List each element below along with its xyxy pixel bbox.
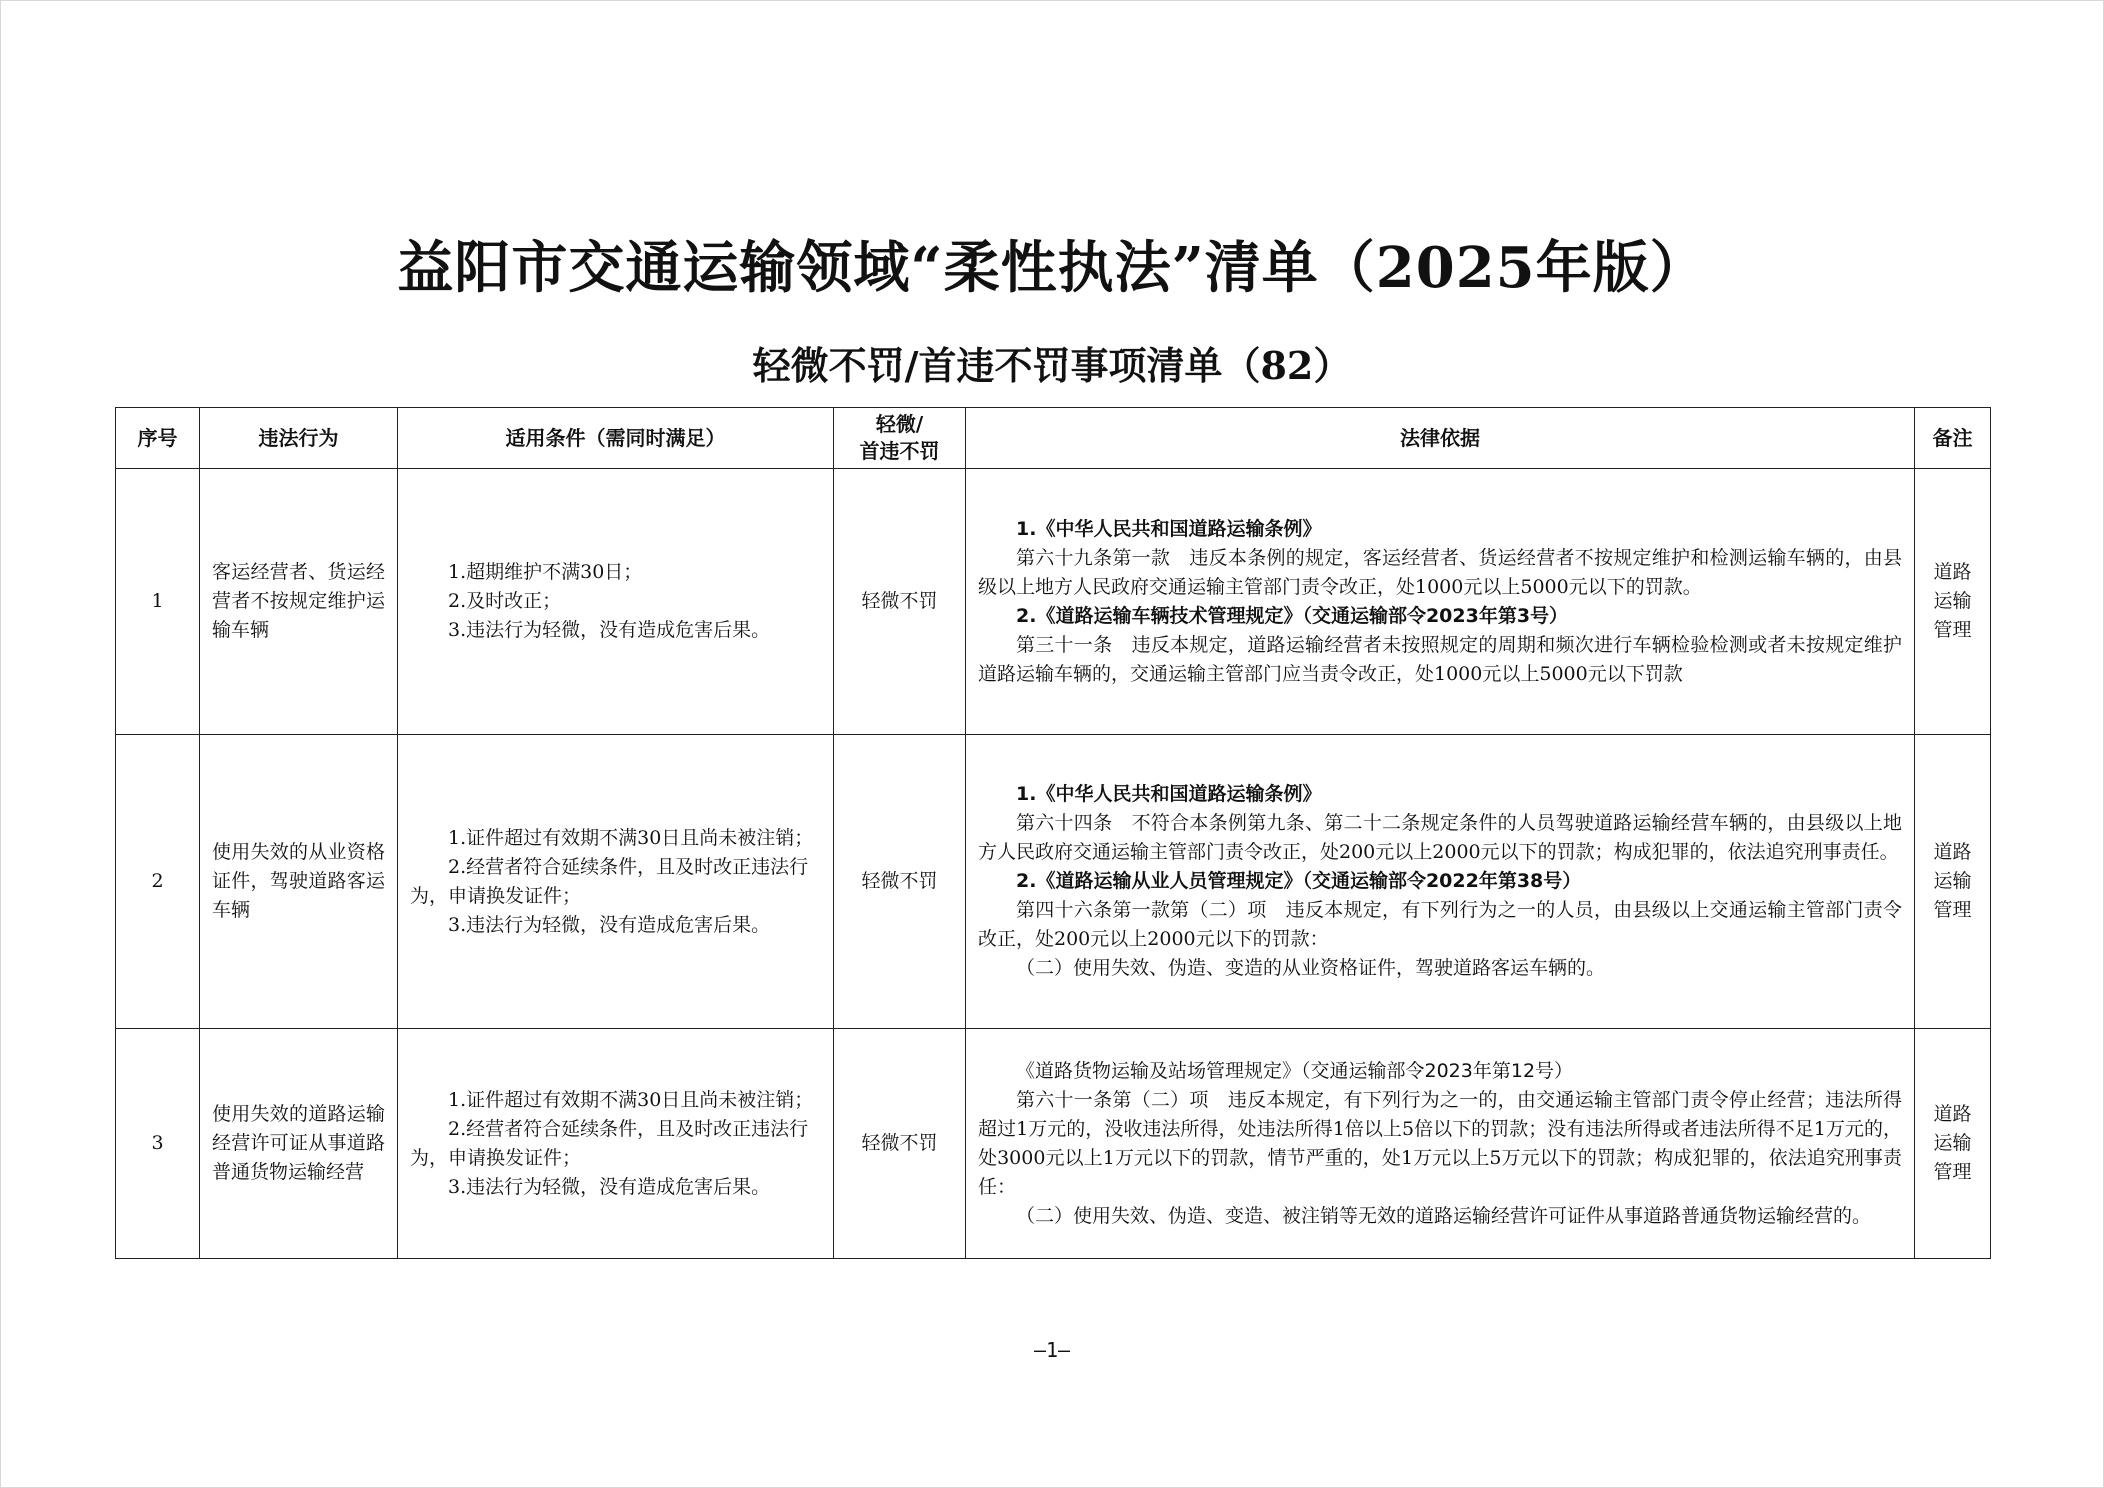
row-legal-basis bbox=[966, 469, 1915, 735]
law-body: 第六十一条第（二）项 违反本规定，有下列行为之一的，由交通运输主管部门责令停止经营；违法所得超过1万元的，没收违法所得，处违法所得1倍以上5倍以下的罚款；没有违法所得或者违法所得不足1万元的，处3000元以上1万元以下的罚款，情节严重的，处1万元以上5万元以下的罚款；构成犯罪的，依法追究刑事责任： bbox=[978, 1088, 1902, 1198]
row-note: 道路运输管理 bbox=[1915, 1029, 1991, 1259]
page-number: —1— bbox=[1033, 1338, 1071, 1362]
header-violation: 违法行为 bbox=[200, 408, 398, 469]
row-note: 道路运输管理 bbox=[1915, 735, 1991, 1029]
document-subtitle: 轻微不罚/首违不罚事项清单（82） bbox=[752, 343, 1352, 388]
condition-item: 1.证件超过有效期不满30日且尚未被注销； bbox=[448, 1088, 814, 1111]
law-body: 第三十一条 违反本规定，道路运输经营者未按照规定的周期和频次进行车辆检验检测或者未按规定维护道路运输车辆的，交通运输主管部门应当责令改正，处1000元以上5000元以下罚款 bbox=[978, 633, 1902, 685]
condition-item: 3.违法行为轻微，没有造成危害后果。 bbox=[448, 619, 771, 641]
row-type: 轻微不罚 bbox=[834, 1029, 966, 1259]
header-no: 序号 bbox=[116, 408, 200, 469]
law-title: 《道路货物运输及站场管理规定》（交通运输部令2023年第12号） bbox=[1016, 1059, 1574, 1082]
law-body: 第六十四条 不符合本条例第九条、第二十二条规定条件的人员驾驶道路运输经营车辆的，由县级以上地方人民政府交通运输主管部门责令改正，处200元以上2000元以下的罚款；构成犯罪的，依法追究刑事责任。 bbox=[978, 812, 1902, 863]
law-body: （二）使用失效、伪造、变造的从业资格证件，驾驶道路客运车辆的。 bbox=[1016, 957, 1606, 979]
law-body: （二）使用失效、伪造、变造、被注销等无效的道路运输经营许可证件从事道路普通货物运输经营的。 bbox=[1016, 1204, 1872, 1227]
row-note: 道路运输管理 bbox=[1915, 469, 1991, 735]
condition-item: 3.违法行为轻微，没有造成危害后果。 bbox=[448, 913, 771, 936]
condition-item: 2.及时改正； bbox=[448, 590, 562, 612]
condition-item: 3.违法行为轻微，没有造成危害后果。 bbox=[448, 1175, 771, 1198]
header-note: 备注 bbox=[1915, 408, 1991, 469]
condition-item: 1.超期维护不满30日； bbox=[448, 561, 643, 583]
law-title: 1.《中华人民共和国道路运输条例》 bbox=[1016, 517, 1322, 540]
row-legal-basis bbox=[966, 735, 1915, 1029]
row-type: 轻微不罚 bbox=[834, 735, 966, 1029]
law-title: 2.《道路运输从业人员管理规定》（交通运输部令2022年第38号） bbox=[1016, 870, 1582, 892]
header-type bbox=[834, 408, 966, 469]
row-conditions bbox=[398, 735, 834, 1029]
row-conditions bbox=[398, 1029, 834, 1259]
table-header-row bbox=[116, 408, 1991, 469]
header-type-line2: 首违不罚 bbox=[859, 439, 940, 463]
row-no: 1 bbox=[116, 469, 200, 735]
table-row bbox=[116, 1029, 1991, 1259]
row-conditions bbox=[398, 469, 834, 735]
document-title: 益阳市交通运输领域“柔性执法”清单（2025年版） bbox=[397, 235, 1707, 301]
law-body: 第四十六条第一款第（二）项 违反本规定，有下列行为之一的人员，由县级以上交通运输主管部门责令改正，处200元以上2000元以下的罚款： bbox=[978, 899, 1902, 950]
row-violation: 客运经营者、货运经营者不按规定维护运输车辆 bbox=[200, 469, 398, 735]
header-legal-basis: 法律依据 bbox=[966, 408, 1915, 469]
violation-table bbox=[115, 407, 1991, 1259]
law-body: 第六十九条第一款 违反本条例的规定，客运经营者、货运经营者不按规定维护和检测运输车辆的，由县级以上地方人民政府交通运输主管部门责令改正，处1000元以上5000元以下的罚款。 bbox=[978, 546, 1902, 598]
header-conditions: 适用条件（需同时满足） bbox=[398, 408, 834, 469]
row-type: 轻微不罚 bbox=[834, 469, 966, 735]
row-violation: 使用失效的道路运输经营许可证从事道路普通货物运输经营 bbox=[200, 1029, 398, 1259]
condition-item: 2.经营者符合延续条件，且及时改正违法行为，申请换发证件； bbox=[410, 855, 809, 907]
law-title: 1.《中华人民共和国道路运输条例》 bbox=[1016, 783, 1322, 805]
row-violation: 使用失效的从业资格证件，驾驶道路客运车辆 bbox=[200, 735, 398, 1029]
condition-item: 1.证件超过有效期不满30日且尚未被注销； bbox=[448, 826, 814, 849]
row-no: 3 bbox=[116, 1029, 200, 1259]
table-row bbox=[116, 735, 1991, 1029]
row-legal-basis bbox=[966, 1029, 1915, 1259]
header-type-line1: 轻微/ bbox=[875, 412, 924, 436]
table-row bbox=[116, 469, 1991, 735]
law-title: 2.《道路运输车辆技术管理规定》（交通运输部令2023年第3号） bbox=[1016, 604, 1569, 627]
row-no: 2 bbox=[116, 735, 200, 1029]
condition-item: 2.经营者符合延续条件，且及时改正违法行为，申请换发证件； bbox=[410, 1117, 809, 1169]
